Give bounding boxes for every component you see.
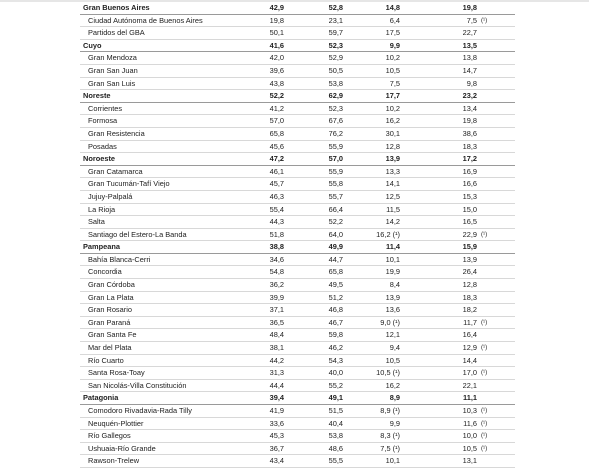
value-cell: 6,4 xyxy=(389,15,400,25)
row-label: Gran Santa Fe xyxy=(88,330,137,340)
table-row xyxy=(80,254,515,267)
value-cell: 44,3 xyxy=(269,217,284,227)
value-cell: 39,4 xyxy=(269,393,284,403)
value-cell: 39,6 xyxy=(269,65,284,75)
value-cell: 9,4 xyxy=(389,343,400,353)
value-cell: 59,7 xyxy=(328,28,343,38)
value-cell: 31,3 xyxy=(269,368,284,378)
table-row xyxy=(80,15,515,28)
value-cell: 41,6 xyxy=(269,40,284,50)
row-label: Ciudad Autónoma de Buenos Aires xyxy=(88,15,203,25)
value-cell: 49,5 xyxy=(328,280,343,290)
value-cell: 40,0 xyxy=(328,368,343,378)
value-cell: 10,1 xyxy=(385,254,400,264)
value-cell: 45,7 xyxy=(269,179,284,189)
value-cell: 55,8 xyxy=(328,179,343,189)
value-cell: 9,9 xyxy=(389,418,400,428)
value-cell: 10,5 xyxy=(385,65,400,75)
value-cell: 11,6 xyxy=(463,418,477,428)
value-cell: 52,3 xyxy=(328,103,343,113)
row-label: Rawson-Trelew xyxy=(88,456,140,466)
table-row xyxy=(80,304,515,317)
table-region-row xyxy=(80,241,515,254)
value-cell: 38,1 xyxy=(269,343,284,353)
value-cell: 39,9 xyxy=(269,292,284,302)
value-cell: 16,2 (¹) xyxy=(376,229,400,239)
table-row xyxy=(80,191,515,204)
table-row xyxy=(80,418,515,431)
value-cell: 11,4 xyxy=(386,242,400,252)
value-cell: 10,0 xyxy=(462,431,477,441)
value-cell: 16,2 xyxy=(385,380,400,390)
value-cell: 19,8 xyxy=(462,3,477,12)
value-cell: 19,8 xyxy=(462,116,477,126)
row-label: Formosa xyxy=(88,116,118,126)
value-cell: 33,6 xyxy=(269,418,284,428)
value-cell: 13,5 xyxy=(462,40,477,50)
row-label: Gran San Luis xyxy=(88,78,136,88)
value-cell: 54,3 xyxy=(328,355,343,365)
footnote-mark: (¹) xyxy=(481,16,488,24)
value-cell: 64,0 xyxy=(328,229,343,239)
row-label: Gran Rosario xyxy=(88,305,132,315)
value-cell: 41,2 xyxy=(269,103,284,113)
table-row xyxy=(80,355,515,368)
value-cell: 41,9 xyxy=(269,406,284,415)
row-label: Santa Rosa-Toay xyxy=(88,368,145,378)
table-row xyxy=(80,229,515,242)
value-cell: 44,4 xyxy=(269,380,284,390)
table-region-row xyxy=(80,90,515,103)
table-row xyxy=(80,115,515,128)
value-cell: 46,8 xyxy=(328,305,343,315)
value-cell: 36,2 xyxy=(269,280,284,290)
value-cell: 67,6 xyxy=(328,116,343,126)
value-cell: 66,4 xyxy=(328,204,343,214)
value-cell: 17,2 xyxy=(462,154,477,164)
value-cell: 37,1 xyxy=(269,305,284,315)
value-cell: 30,1 xyxy=(385,128,400,138)
row-label: Gran Catamarca xyxy=(88,166,143,176)
row-label: Concordia xyxy=(88,267,122,277)
row-label: Comodoro Rivadavia-Rada Tilly xyxy=(88,406,192,415)
value-cell: 10,2 xyxy=(385,53,400,63)
value-cell: 19,9 xyxy=(385,267,400,277)
value-cell: 12,9 xyxy=(462,343,477,353)
value-cell: 15,0 xyxy=(462,204,477,214)
value-cell: 9,8 xyxy=(466,78,477,88)
value-cell: 42,9 xyxy=(269,3,284,12)
value-cell: 14,1 xyxy=(385,179,400,189)
table-region-row xyxy=(80,2,515,15)
value-cell: 46,1 xyxy=(269,166,284,176)
value-cell: 48,6 xyxy=(328,443,343,453)
footnote-mark: (¹) xyxy=(481,369,488,377)
table-region-row xyxy=(80,153,515,166)
row-label: Bahía Blanca-Cerri xyxy=(88,254,151,264)
table-row xyxy=(80,455,515,468)
value-cell: 7,5 xyxy=(466,15,477,25)
row-label: Gran Tucumán-Tafí Viejo xyxy=(88,179,170,189)
value-cell: 19,8 xyxy=(269,15,284,25)
value-cell: 8,9 xyxy=(389,393,400,403)
value-cell: 14,2 xyxy=(385,217,400,227)
value-cell: 55,2 xyxy=(328,380,343,390)
value-cell: 13,8 xyxy=(462,53,477,63)
value-cell: 17,7 xyxy=(385,91,400,101)
table-row xyxy=(80,266,515,279)
value-cell: 52,3 xyxy=(328,40,343,50)
value-cell: 55,4 xyxy=(269,204,284,214)
row-label: Gran Buenos Aires xyxy=(83,3,150,12)
value-cell: 53,8 xyxy=(328,78,343,88)
value-cell: 50,5 xyxy=(328,65,343,75)
table-row xyxy=(80,166,515,179)
table-region-row xyxy=(80,40,515,53)
value-cell: 13,9 xyxy=(462,254,477,264)
value-cell: 13,4 xyxy=(462,103,477,113)
table-row xyxy=(80,405,515,418)
value-cell: 57,0 xyxy=(328,154,343,164)
row-label: Jujuy-Palpalá xyxy=(88,191,133,201)
value-cell: 38,8 xyxy=(269,242,284,252)
value-cell: 10,5 xyxy=(462,443,477,453)
value-cell: 10,5 (¹) xyxy=(376,368,400,378)
row-label: Gran San Juan xyxy=(88,65,138,75)
row-label: Mar del Plata xyxy=(88,343,132,353)
footnote-mark: (¹) xyxy=(481,444,488,452)
row-label: Gran La Plata xyxy=(88,292,134,302)
table-row xyxy=(80,342,515,355)
row-label: Pampeana xyxy=(83,242,120,252)
value-cell: 38,6 xyxy=(462,128,477,138)
value-cell: 8,9 (¹) xyxy=(380,406,400,415)
value-cell: 34,6 xyxy=(269,254,284,264)
value-cell: 7,5 (¹) xyxy=(380,443,400,453)
value-cell: 62,9 xyxy=(328,91,343,101)
value-cell: 49,9 xyxy=(328,242,343,252)
value-cell: 10,5 xyxy=(385,355,400,365)
table-row xyxy=(80,65,515,78)
value-cell: 10,1 xyxy=(385,456,400,466)
footnote-mark: (¹) xyxy=(481,419,488,427)
value-cell: 23,2 xyxy=(462,91,477,101)
row-label: Posadas xyxy=(88,141,117,151)
table-row xyxy=(80,141,515,154)
row-label: Río Cuarto xyxy=(88,355,124,365)
row-label: La Rioja xyxy=(88,204,116,214)
value-cell: 51,8 xyxy=(269,229,284,239)
value-cell: 17,5 xyxy=(385,28,400,38)
value-cell: 52,2 xyxy=(269,91,284,101)
value-cell: 13,3 xyxy=(385,166,400,176)
value-cell: 52,9 xyxy=(328,53,343,63)
table-row xyxy=(80,292,515,305)
row-label: Gran Córdoba xyxy=(88,280,135,290)
value-cell: 57,0 xyxy=(269,116,284,126)
table-row xyxy=(80,380,515,393)
value-cell: 47,2 xyxy=(269,154,284,164)
value-cell: 76,2 xyxy=(328,128,343,138)
value-cell: 22,9 xyxy=(462,229,477,239)
value-cell: 12,1 xyxy=(385,330,400,340)
row-label: San Nicolás-Villa Constitución xyxy=(88,380,187,390)
footnote-mark: (¹) xyxy=(481,318,488,326)
table-row xyxy=(80,103,515,116)
table-row xyxy=(80,279,515,292)
value-cell: 55,9 xyxy=(328,166,343,176)
value-cell: 36,7 xyxy=(269,443,284,453)
value-cell: 48,4 xyxy=(269,330,284,340)
value-cell: 59,8 xyxy=(328,330,343,340)
value-cell: 12,8 xyxy=(385,141,400,151)
value-cell: 55,7 xyxy=(328,191,343,201)
value-cell: 55,5 xyxy=(328,456,343,466)
value-cell: 22,7 xyxy=(462,28,477,38)
table-row xyxy=(80,216,515,229)
value-cell: 65,8 xyxy=(269,128,284,138)
table-row xyxy=(80,430,515,443)
value-cell: 9,0 (¹) xyxy=(380,317,400,327)
footnote-mark: (¹) xyxy=(481,344,488,352)
value-cell: 13,1 xyxy=(462,456,477,466)
value-cell: 65,8 xyxy=(328,267,343,277)
table-row xyxy=(80,178,515,191)
table-row xyxy=(80,27,515,40)
value-cell: 14,7 xyxy=(462,65,477,75)
table-row xyxy=(80,443,515,456)
table-row xyxy=(80,367,515,380)
value-cell: 9,9 xyxy=(389,40,400,50)
poverty-table xyxy=(80,2,515,468)
table-row xyxy=(80,52,515,65)
value-cell: 11,7 xyxy=(463,317,477,327)
value-cell: 22,1 xyxy=(462,380,477,390)
value-cell: 45,6 xyxy=(269,141,284,151)
value-cell: 18,2 xyxy=(462,305,477,315)
value-cell: 23,1 xyxy=(328,15,343,25)
table-row xyxy=(80,204,515,217)
value-cell: 43,8 xyxy=(269,78,284,88)
value-cell: 11,5 xyxy=(386,204,400,214)
table-row xyxy=(80,317,515,330)
value-cell: 11,1 xyxy=(463,393,477,403)
row-label: Ushuaia-Río Grande xyxy=(88,443,156,453)
row-label: Noroeste xyxy=(83,154,116,164)
value-cell: 46,3 xyxy=(269,191,284,201)
footnote-mark: (¹) xyxy=(481,432,488,440)
value-cell: 13,9 xyxy=(385,292,400,302)
value-cell: 16,4 xyxy=(462,330,477,340)
row-label: Gran Mendoza xyxy=(88,53,137,63)
value-cell: 44,7 xyxy=(328,254,343,264)
value-cell: 16,5 xyxy=(462,217,477,227)
value-cell: 17,0 xyxy=(462,368,477,378)
value-cell: 16,9 xyxy=(462,166,477,176)
value-cell: 42,0 xyxy=(269,53,284,63)
value-cell: 13,6 xyxy=(385,305,400,315)
value-cell: 18,3 xyxy=(462,292,477,302)
value-cell: 13,9 xyxy=(385,154,400,164)
value-cell: 52,2 xyxy=(328,217,343,227)
row-label: Noreste xyxy=(83,91,111,101)
table-row xyxy=(80,329,515,342)
row-label: Salta xyxy=(88,217,105,227)
value-cell: 12,8 xyxy=(462,280,477,290)
value-cell: 8,4 xyxy=(389,280,400,290)
row-label: Cuyo xyxy=(83,40,102,50)
value-cell: 12,5 xyxy=(385,191,400,201)
value-cell: 16,2 xyxy=(385,116,400,126)
value-cell: 36,5 xyxy=(269,317,284,327)
value-cell: 51,2 xyxy=(328,292,343,302)
row-label: Neuquén-Plottier xyxy=(88,418,144,428)
table-row xyxy=(80,128,515,141)
value-cell: 26,4 xyxy=(462,267,477,277)
row-label: Gran Resistencia xyxy=(88,128,145,138)
row-label: Corrientes xyxy=(88,103,123,113)
value-cell: 8,3 (¹) xyxy=(380,431,400,441)
value-cell: 45,3 xyxy=(269,431,284,441)
value-cell: 55,9 xyxy=(328,141,343,151)
value-cell: 10,2 xyxy=(385,103,400,113)
value-cell: 43,4 xyxy=(269,456,284,466)
row-label: Río Gallegos xyxy=(88,431,131,441)
row-label: Gran Paraná xyxy=(88,317,131,327)
row-label: Partidos del GBA xyxy=(88,28,145,38)
value-cell: 54,8 xyxy=(269,267,284,277)
value-cell: 18,3 xyxy=(462,141,477,151)
value-cell: 46,7 xyxy=(328,317,343,327)
value-cell: 10,3 xyxy=(462,406,477,415)
value-cell: 46,2 xyxy=(328,343,343,353)
row-label: Santiago del Estero-La Banda xyxy=(88,229,187,239)
value-cell: 14,8 xyxy=(385,3,400,12)
table-region-row xyxy=(80,392,515,405)
value-cell: 16,6 xyxy=(462,179,477,189)
value-cell: 44,2 xyxy=(269,355,284,365)
value-cell: 15,9 xyxy=(462,242,477,252)
value-cell: 40,4 xyxy=(328,418,343,428)
row-label: Patagonia xyxy=(83,393,119,403)
value-cell: 53,8 xyxy=(328,431,343,441)
footnote-mark: (¹) xyxy=(481,407,488,414)
table-row xyxy=(80,78,515,91)
footnote-mark: (¹) xyxy=(481,230,488,238)
value-cell: 52,8 xyxy=(328,3,343,12)
value-cell: 49,1 xyxy=(328,393,343,403)
value-cell: 51,5 xyxy=(328,406,343,415)
value-cell: 50,1 xyxy=(269,28,284,38)
value-cell: 7,5 xyxy=(389,78,400,88)
value-cell: 14,4 xyxy=(462,355,477,365)
value-cell: 15,3 xyxy=(462,191,477,201)
